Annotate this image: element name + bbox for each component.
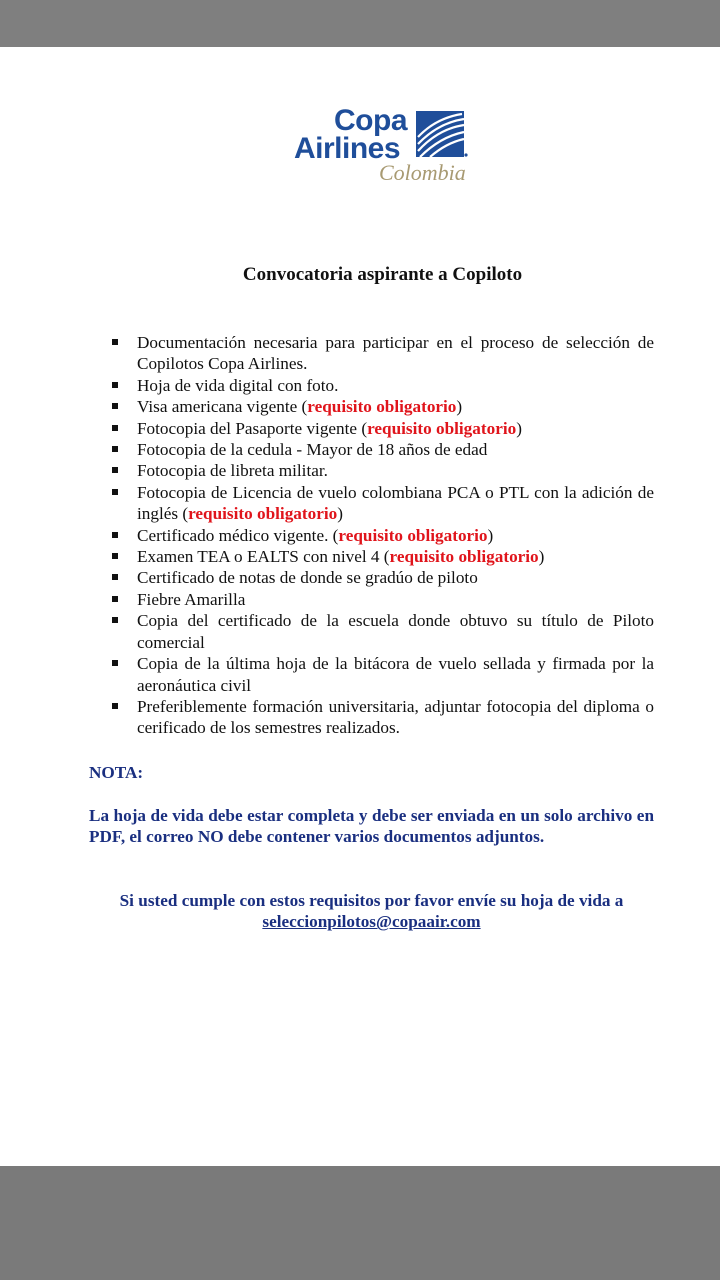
- cta-text: Si usted cumple con estos requisitos por favor envíe su hoja de vida a: [119, 891, 624, 910]
- logo-copa-text: Copa: [334, 104, 407, 137]
- viewer-top-bar: [0, 0, 720, 47]
- requirement-item: [109, 332, 654, 375]
- requirement-text-end: ): [538, 547, 545, 567]
- requirement-item: [109, 610, 654, 653]
- requirement-text-end: ): [456, 397, 463, 417]
- mandatory-tag: requisito obligatorio: [338, 525, 488, 545]
- requirement-item: [109, 418, 654, 439]
- requirement-item: [109, 696, 654, 739]
- requirement-item: [109, 482, 654, 525]
- copa-airlines-colombia-logo: [292, 105, 482, 185]
- requirement-text: Fiebre Amarilla: [137, 589, 246, 609]
- requirement-text: Fotocopia de la cedula - Mayor de 18 años de edad: [137, 440, 488, 460]
- requirement-text: Copia del certificado de la escuela donde obtuvo su título de Piloto comercial: [137, 611, 654, 652]
- requirement-text: Examen TEA o EALTS con nivel 4 (: [137, 547, 390, 567]
- logo-airlines-text: Airlines: [294, 132, 401, 165]
- call-to-action: [89, 890, 654, 933]
- mandatory-tag: requisito obligatorio: [389, 547, 539, 567]
- nota-text: La hoja de vida debe estar completa y debe ser enviada en un solo archivo en PDF, el correo NO debe contener varios documentos adjuntos.: [89, 806, 654, 847]
- requirement-text: Documentación necesaria para participar en el proceso de selección de Copilotos Copa Airlines.: [137, 333, 654, 374]
- mandatory-tag: requisito obligatorio: [188, 504, 338, 524]
- requirement-text: Preferiblemente formación universitaria, adjuntar fotocopia del diploma o cerificado de los semestres realizados.: [137, 696, 654, 738]
- requirement-text: Copia de la última hoja de la bitácora de vuelo sellada y firmada por la aeronáutica civil: [137, 654, 654, 695]
- requirement-text: Fotocopia del Pasaporte vigente (: [137, 418, 368, 438]
- requirement-text: Fotocopia de Licencia de vuelo colombiana PCA o PTL con la adición de inglés (: [137, 482, 654, 524]
- requirement-item: [109, 653, 654, 696]
- mandatory-tag: requisito obligatorio: [307, 397, 457, 417]
- requirement-item: [109, 546, 654, 567]
- requirement-text-end: ): [337, 504, 343, 524]
- requirement-text: Certificado de notas de donde se gradúo de piloto: [137, 568, 478, 588]
- requirement-text-end: ): [487, 525, 494, 545]
- nota-label: NOTA:: [89, 763, 144, 782]
- requirement-text-end: ): [516, 418, 522, 438]
- mandatory-tag: requisito obligatorio: [367, 418, 517, 438]
- email-link[interactable]: seleccionpilotos@copaair.com: [262, 912, 481, 932]
- requirement-item: [109, 525, 654, 546]
- requirement-item: [109, 375, 654, 396]
- viewer-bottom-bar: [0, 1166, 720, 1280]
- requirement-item: [109, 460, 654, 481]
- requirement-item: [109, 567, 654, 588]
- requirements-list: [109, 332, 654, 739]
- requirement-text: Hoja de vida digital con foto.: [137, 375, 339, 395]
- copa-globe-icon: [416, 111, 468, 159]
- requirement-item: [109, 589, 654, 610]
- requirement-text: Fotocopia de libreta militar.: [137, 461, 328, 481]
- requirement-text: Certificado médico vigente. (: [137, 525, 339, 545]
- requirement-item: [109, 439, 654, 460]
- document-title: Convocatoria aspirante a Copiloto: [242, 264, 523, 285]
- requirement-item: [109, 396, 654, 417]
- requirement-text: Visa americana vigente (: [137, 397, 308, 417]
- logo-colombia-text: Colombia: [379, 160, 466, 185]
